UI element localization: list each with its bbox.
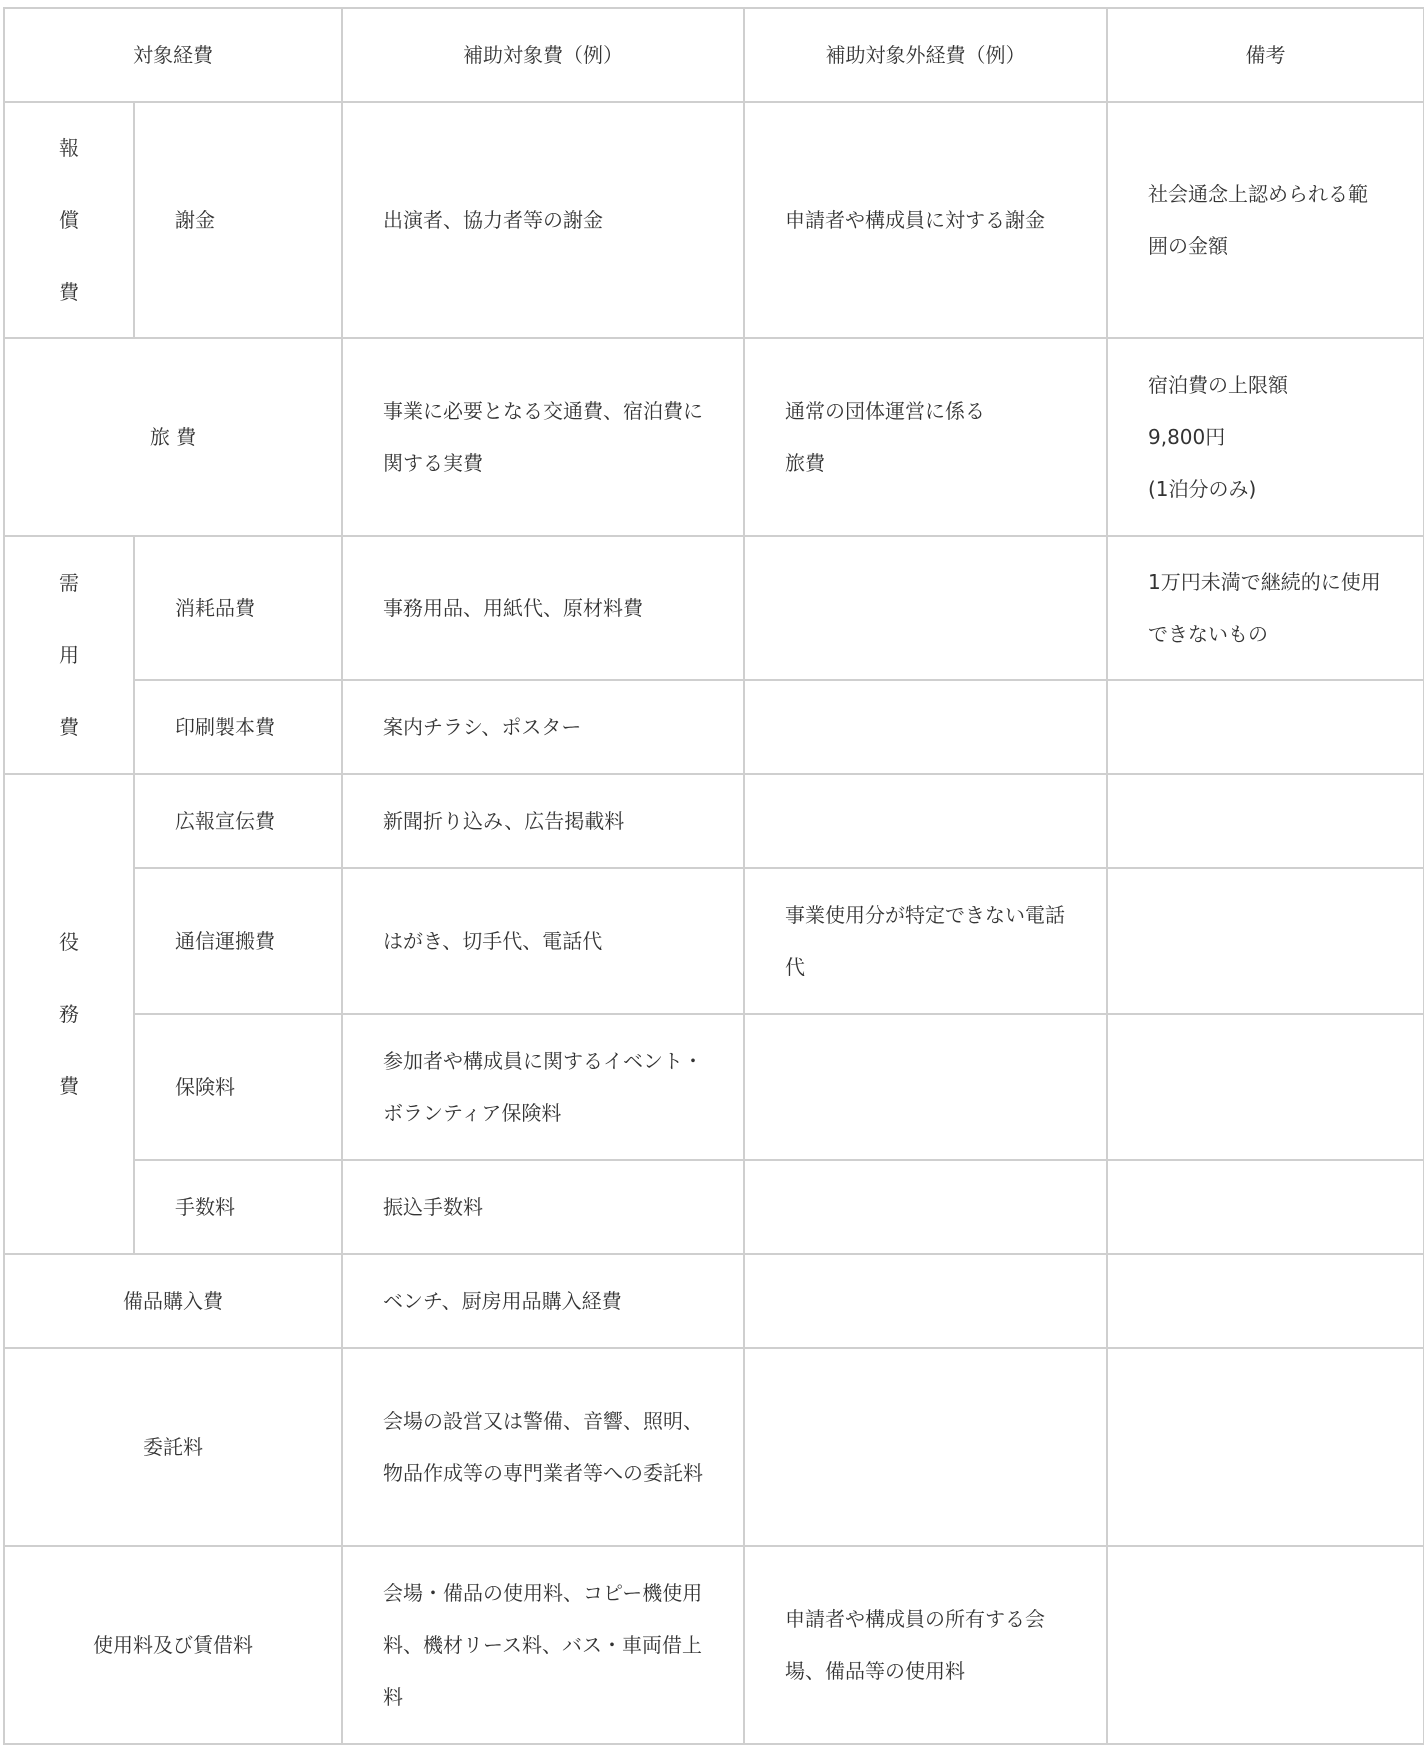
note-cell [1107,1348,1424,1546]
ineligible-cell [744,680,1107,774]
item-label: 委託料 [4,1348,342,1546]
group-char: 需 [59,571,79,595]
group-char: 償 [59,208,79,232]
item-label: 使用料及び賃借料 [4,1546,342,1744]
eligible-cell: はがき、切手代、電話代 [342,868,744,1014]
group-char: 費 [59,1074,79,1098]
header-notes: 備考 [1107,8,1424,102]
eligible-cell: 振込手数料 [342,1160,744,1254]
group-char: 報 [59,136,79,160]
ineligible-line: 旅費 [785,451,825,475]
ineligible-cell [744,1160,1107,1254]
item-label: 手数料 [134,1160,342,1254]
item-label: 謝金 [134,102,342,338]
note-cell [1107,1546,1424,1744]
table-row [4,102,1424,338]
note-cell: 1万円未満で継続的に使用できないもの [1107,536,1424,680]
item-label: 消耗品費 [134,536,342,680]
header-target-expense: 対象経費 [4,8,342,102]
ineligible-cell [744,338,1107,536]
eligible-cell: 事務用品、用紙代、原材料費 [342,536,744,680]
table-row [4,1160,1424,1254]
note-cell [1107,680,1424,774]
table-row [4,1546,1424,1744]
item-label: 印刷製本費 [134,680,342,774]
note-cell [1107,1254,1424,1348]
eligible-cell: 案内チラシ、ポスター [342,680,744,774]
eligible-cell: 会場・備品の使用料、コピー機使用料、機材リース料、バス・車両借上料 [342,1546,744,1744]
item-label: 備品購入費 [4,1254,342,1348]
ineligible-cell [744,536,1107,680]
eligible-cell: ベンチ、厨房用品購入経費 [342,1254,744,1348]
note-line: (1泊分のみ) [1148,477,1257,501]
item-label: 広報宣伝費 [134,774,342,868]
group-char: 用 [59,643,79,667]
eligible-cell: 事業に必要となる交通費、宿泊費に関する実費 [342,338,744,536]
header-ineligible-examples: 補助対象外経費（例） [744,8,1107,102]
header-eligible-examples: 補助対象費（例） [342,8,744,102]
ineligible-cell: 事業使用分が特定できない電話代 [744,868,1107,1014]
note-line: 9,800円 [1148,425,1226,449]
note-cell [1107,868,1424,1014]
group-char: 役 [59,930,79,954]
ineligible-cell: 申請者や構成員の所有する会場、備品等の使用料 [744,1546,1107,1744]
table-row [4,338,1424,536]
item-label: 旅 費 [4,338,342,536]
table-header-row [4,8,1424,102]
group-label-reward [4,102,134,338]
ineligible-cell [744,1014,1107,1160]
group-label-demand [4,536,134,774]
group-char: 務 [59,1002,79,1026]
ineligible-cell [744,1348,1107,1546]
item-label: 保険料 [134,1014,342,1160]
ineligible-cell: 申請者や構成員に対する謝金 [744,102,1107,338]
note-cell [1107,1160,1424,1254]
group-label-service [4,774,134,1254]
eligible-cell: 出演者、協力者等の謝金 [342,102,744,338]
note-cell [1107,338,1424,536]
expense-table-container [3,7,1424,1745]
table-row [4,868,1424,1014]
note-cell [1107,1014,1424,1160]
ineligible-cell [744,1254,1107,1348]
ineligible-cell [744,774,1107,868]
table-row [4,774,1424,868]
eligible-cell: 新聞折り込み、広告掲載料 [342,774,744,868]
note-cell [1107,774,1424,868]
group-char: 費 [59,715,79,739]
ineligible-line: 通常の団体運営に係る [785,399,985,423]
table-row [4,680,1424,774]
group-char: 費 [59,280,79,304]
note-line: 宿泊費の上限額 [1148,373,1288,397]
table-row [4,1254,1424,1348]
table-row [4,1348,1424,1546]
expense-table [3,7,1424,1745]
table-row [4,1014,1424,1160]
item-label: 通信運搬費 [134,868,342,1014]
eligible-cell: 会場の設営又は警備、音響、照明、物品作成等の専門業者等への委託料 [342,1348,744,1546]
eligible-cell: 参加者や構成員に関するイベント・ボランティア保険料 [342,1014,744,1160]
table-row [4,536,1424,680]
note-cell: 社会通念上認められる範囲の金額 [1107,102,1424,338]
